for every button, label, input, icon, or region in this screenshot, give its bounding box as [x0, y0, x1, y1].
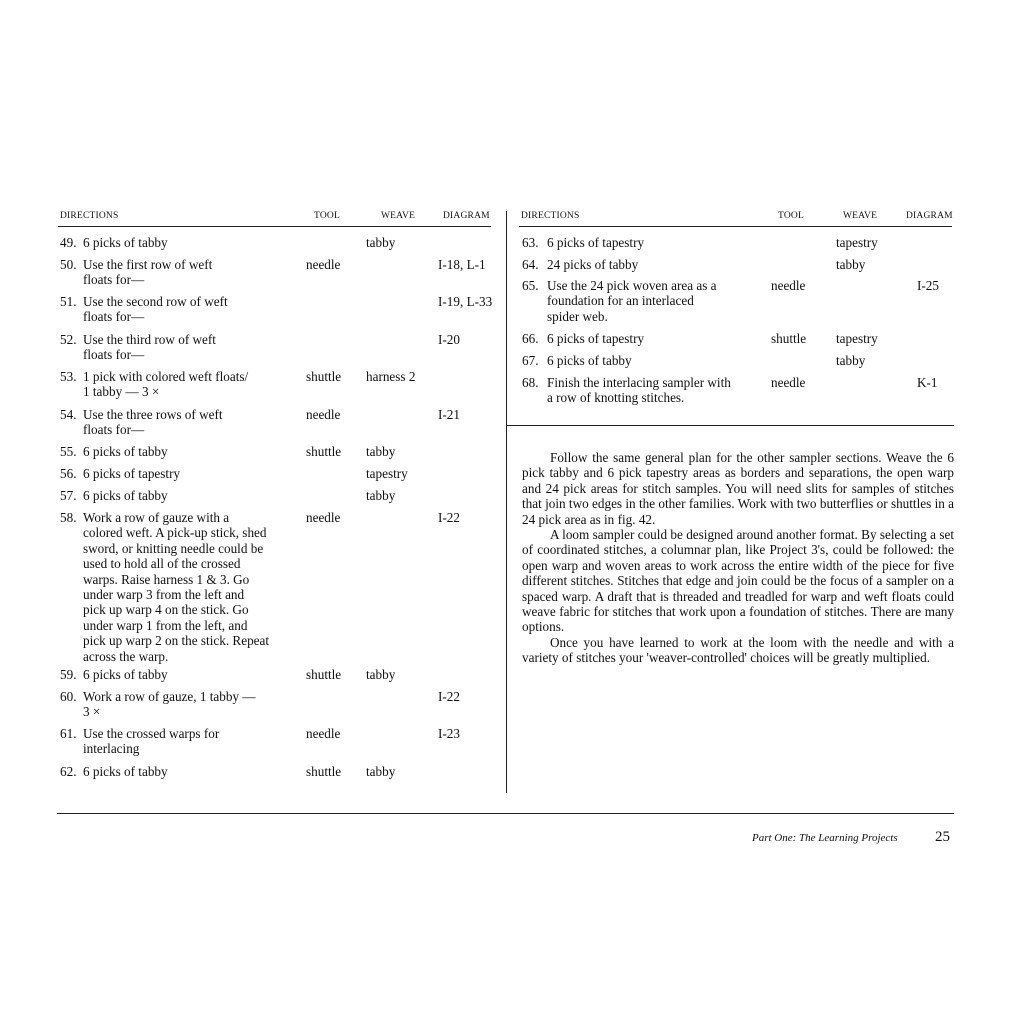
step-directions [547, 278, 771, 324]
directions-line: 6 picks of tabby [83, 444, 168, 459]
directions-line: 6 picks of tapestry [547, 331, 645, 346]
column-divider [506, 211, 507, 793]
directions-line: Use the crossed warps for [83, 726, 220, 741]
step-tool: shuttle [306, 444, 342, 459]
page-number: 25 [935, 829, 950, 845]
step-tool: shuttle [306, 369, 342, 384]
step-directions [83, 689, 305, 720]
step-weave: tapestry [366, 466, 408, 481]
step-number: 51. [60, 294, 77, 309]
step-number: 58. [60, 510, 77, 525]
left-header-tool: TOOL [314, 211, 340, 221]
directions-line: 1 tabby — 3 × [83, 384, 160, 400]
left-header-weave: WEAVE [381, 211, 416, 221]
directions-line: colored weft. A pick-up stick, shed [83, 525, 267, 541]
step-number: 60. [60, 689, 77, 704]
step-number: 50. [60, 257, 77, 272]
step-tool: needle [771, 375, 806, 390]
step-tool: shuttle [306, 764, 342, 779]
step-directions [83, 466, 305, 481]
directions-line: 1 pick with colored weft floats/ [83, 369, 249, 384]
step-directions [83, 764, 305, 779]
step-number: 66. [522, 331, 539, 346]
step-directions [547, 375, 771, 406]
paragraph-2: A loom sampler could be designed around another format. By selecting a set of coordinated stitches, a columnar plan, like Project 3's, could be followed: the open warp and woven areas to work across the entire width of the piece for five different stitches. Stitches that edge and join could be the focus of a sampler on a spaced warp. A draft that is threaded and treadled for warp and weft floats could weave fabric for stitches that work upon a foundation of stitches. There are many options. [522, 527, 954, 635]
step-directions [83, 257, 305, 288]
directions-line: 6 picks of tapestry [547, 235, 645, 250]
step-diagram: I-19, L-33 [438, 294, 493, 309]
step-weave: tabby [366, 444, 396, 459]
right-header-weave: WEAVE [843, 211, 878, 221]
directions-line: 24 picks of tabby [547, 257, 639, 272]
step-number: 57. [60, 488, 77, 503]
directions-line: 6 picks of tabby [83, 488, 168, 503]
directions-line: 6 picks of tabby [83, 235, 168, 250]
step-directions [547, 331, 771, 346]
directions-line: Work a row of gauze with a [83, 510, 230, 525]
step-directions [83, 510, 305, 664]
directions-line: Finish the interlacing sampler with [547, 375, 731, 390]
step-directions [547, 257, 771, 272]
directions-line: floats for— [83, 272, 145, 288]
step-number: 49. [60, 235, 77, 250]
step-directions [547, 235, 771, 250]
directions-line: pick up warp 2 on the stick. Repeat [83, 633, 270, 649]
directions-line: across the warp. [83, 648, 169, 664]
directions-line: Use the first row of weft [83, 257, 213, 272]
step-number: 64. [522, 257, 539, 272]
step-diagram: I-23 [438, 726, 460, 741]
directions-line: under warp 3 from the left and [83, 587, 245, 603]
step-tool: shuttle [771, 331, 807, 346]
step-number: 67. [522, 353, 539, 368]
paragraph-1: Follow the same general plan for the other sampler sections. Weave the 6 pick tabby and 6 pick tapestry areas as borders and separations, the open warp and 24 pick areas for stitch samples. You will need slits for samples of stitches that join two edges in the other families. Work with two butterflies or shuttles in a 24 pick area as in fig. 42. [522, 450, 954, 527]
step-directions [83, 369, 305, 400]
step-directions [83, 235, 305, 250]
step-diagram: I-22 [438, 689, 460, 704]
directions-line: floats for— [83, 347, 145, 363]
directions-line: Use the three rows of weft [83, 407, 223, 422]
step-number: 62. [60, 764, 77, 779]
directions-line: Use the second row of weft [83, 294, 228, 309]
directions-line: pick up warp 4 on the stick. Go [83, 602, 249, 618]
footer-rule [57, 813, 954, 814]
paragraph-3: Once you have learned to work at the loom with the needle and with a variety of stitches your 'weaver-controlled' choices will be greatly multiplied. [522, 634, 954, 666]
right-header-diagram: DIAGRAM [906, 211, 953, 221]
step-directions [83, 488, 305, 503]
step-weave: tapestry [836, 235, 878, 250]
directions-line: 6 picks of tapestry [83, 466, 181, 481]
directions-line: Use the 24 pick woven area as a [547, 278, 717, 293]
step-directions [83, 332, 305, 363]
step-tool: needle [306, 510, 341, 525]
step-tool: needle [771, 278, 806, 293]
directions-line: interlacing [83, 741, 140, 757]
step-number: 55. [60, 444, 77, 459]
directions-line: floats for— [83, 309, 145, 325]
step-weave: tabby [366, 235, 396, 250]
step-diagram: K-1 [917, 375, 938, 390]
left-header-directions: DIRECTIONS [60, 211, 119, 221]
step-weave: harness 2 [366, 369, 416, 384]
step-directions [547, 353, 771, 368]
step-number: 53. [60, 369, 77, 384]
step-weave: tabby [366, 488, 396, 503]
step-diagram: I-20 [438, 332, 460, 347]
step-number: 54. [60, 407, 77, 422]
step-weave: tapestry [836, 331, 878, 346]
directions-line: Use the third row of weft [83, 332, 216, 347]
step-number: 68. [522, 375, 539, 390]
step-directions [83, 294, 305, 325]
step-diagram: I-25 [917, 278, 939, 293]
left-header-rule [58, 226, 491, 227]
step-number: 61. [60, 726, 77, 741]
directions-line: floats for— [83, 422, 145, 438]
directions-line: under warp 1 from the left, and [83, 617, 248, 633]
step-diagram: I-21 [438, 407, 460, 422]
step-number: 52. [60, 332, 77, 347]
right-header-directions: DIRECTIONS [521, 211, 580, 221]
right-section-rule [507, 425, 954, 426]
step-tool: needle [306, 407, 341, 422]
left-header-diagram: DIAGRAM [443, 211, 490, 221]
running-footer-title: Part One: The Learning Projects [752, 832, 898, 844]
right-header-tool: TOOL [778, 211, 804, 221]
right-header-rule [519, 226, 952, 227]
body-text [522, 450, 954, 666]
step-number: 56. [60, 466, 77, 481]
step-tool: shuttle [306, 667, 342, 682]
directions-line: warps. Raise harness 1 & 3. Go [83, 571, 250, 587]
step-number: 59. [60, 667, 77, 682]
directions-line: 6 picks of tabby [547, 353, 632, 368]
step-diagram: I-22 [438, 510, 460, 525]
step-weave: tabby [836, 353, 866, 368]
directions-line: a row of knotting stitches. [547, 390, 685, 406]
step-directions [83, 444, 305, 459]
directions-line: used to hold all of the crossed [83, 556, 241, 572]
step-weave: tabby [366, 764, 396, 779]
step-number: 65. [522, 278, 539, 293]
directions-line: Work a row of gauze, 1 tabby — [83, 689, 256, 704]
step-diagram: I-18, L-1 [438, 257, 486, 272]
directions-line: 3 × [83, 704, 101, 720]
step-weave: tabby [836, 257, 866, 272]
step-tool: needle [306, 726, 341, 741]
step-tool: needle [306, 257, 341, 272]
directions-line: 6 picks of tabby [83, 764, 168, 779]
step-number: 63. [522, 235, 539, 250]
step-directions [83, 726, 305, 757]
directions-line: spider web. [547, 308, 608, 324]
step-directions [83, 407, 305, 438]
step-weave: tabby [366, 667, 396, 682]
directions-line: sword, or knitting needle could be [83, 540, 264, 556]
step-directions [83, 667, 305, 682]
directions-line: foundation for an interlaced [547, 293, 694, 309]
directions-line: 6 picks of tabby [83, 667, 168, 682]
